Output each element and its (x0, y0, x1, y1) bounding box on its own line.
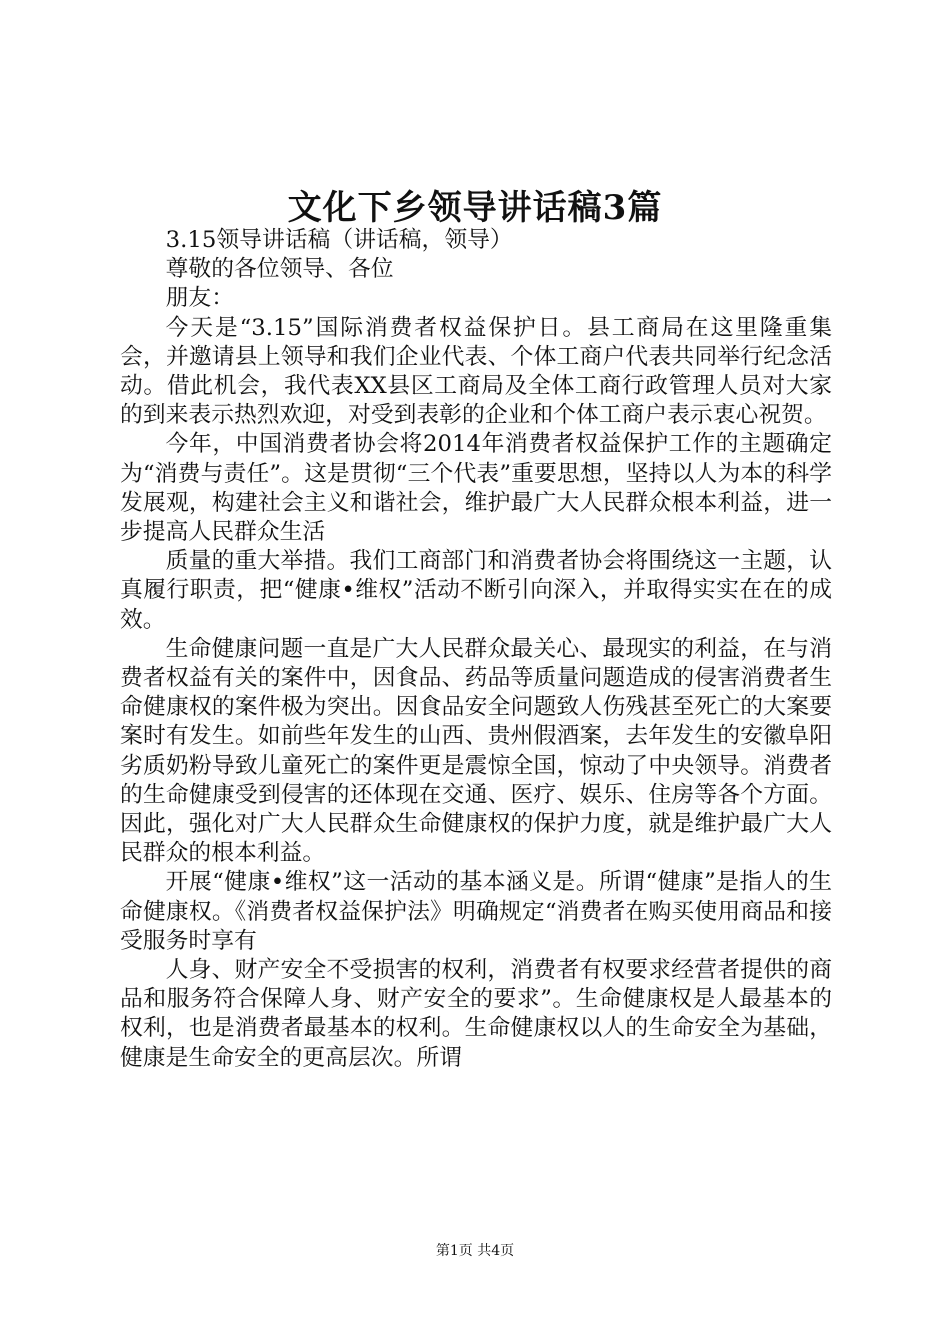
page-number-footer: 第1页 共4页 (435, 1243, 515, 1259)
paragraph: 质量的重大举措。我们工商部门和消费者协会将围绕这一主题，认真履行职责，把“健康•维权”活动不断引向深入，并取得实实在在的成效。 (120, 548, 832, 633)
paragraph: 尊敬的各位领导、各位 (165, 256, 394, 283)
paragraph: 生命健康问题一直是广大人民群众最关心、最现实的利益，在与消费者权益有关的案件中，因食品、药品等质量问题造成的侵害消费者生命健康权的案件极为突出。因食品安全问题致人伤残甚至死亡的大案要案时有发生。如前些年发生的山西、贵州假酒案，去年发生的安徽阜阳劣质奶粉导致儿童死亡的案件更是震惊全国，惊动了中央领导。消费者的生命健康受到侵害的还体现在交通、医疗、娱乐、住房等各个方面。因此，强化对广大人民群众生命健康权的保护力度，就是维护最广大人民群众的根本利益。 (120, 635, 832, 867)
paragraph: 朋友： (165, 285, 234, 312)
document-title: 文化下乡领导讲话稿3篇 (287, 188, 663, 228)
paragraph: 3.15领导讲话稿（讲话稿，领导） (165, 227, 513, 253)
paragraph: 开展“健康•维权”这一活动的基本涵义是。所谓“健康”是指人的生命健康权。《消费者权益保护法》明确规定“消费者在购买使用商品和接受服务时享有 (120, 869, 832, 954)
document-body (120, 226, 832, 1073)
paragraph: 今天是“3.15”国际消费者权益保护日。县工商局在这里隆重集会，并邀请县上领导和我们企业代表、个体工商户代表共同举行纪念活动。借此机会，我代表XX县区工商局及全体工商行政管理人员对大家的到来表示热烈欢迎，对受到表彰的企业和个体工商户表示衷心祝贺。 (120, 314, 832, 429)
paragraph: 今年，中国消费者协会将2014年消费者权益保护工作的主题确定为“消费与责任”。这是贯彻“三个代表”重要思想，坚持以人为本的科学发展观，构建社会主义和谐社会，维护最广大人民群众根本利益，进一步提高人民群众生活 (120, 431, 832, 546)
paragraph: 人身、财产安全不受损害的权利，消费者有权要求经营者提供的商品和服务符合保障人身、财产安全的要求”。生命健康权是人最基本的权利，也是消费者最基本的权利。生命健康权以人的生命安全为基础，健康是生命安全的更高层次。所谓 (120, 957, 832, 1071)
